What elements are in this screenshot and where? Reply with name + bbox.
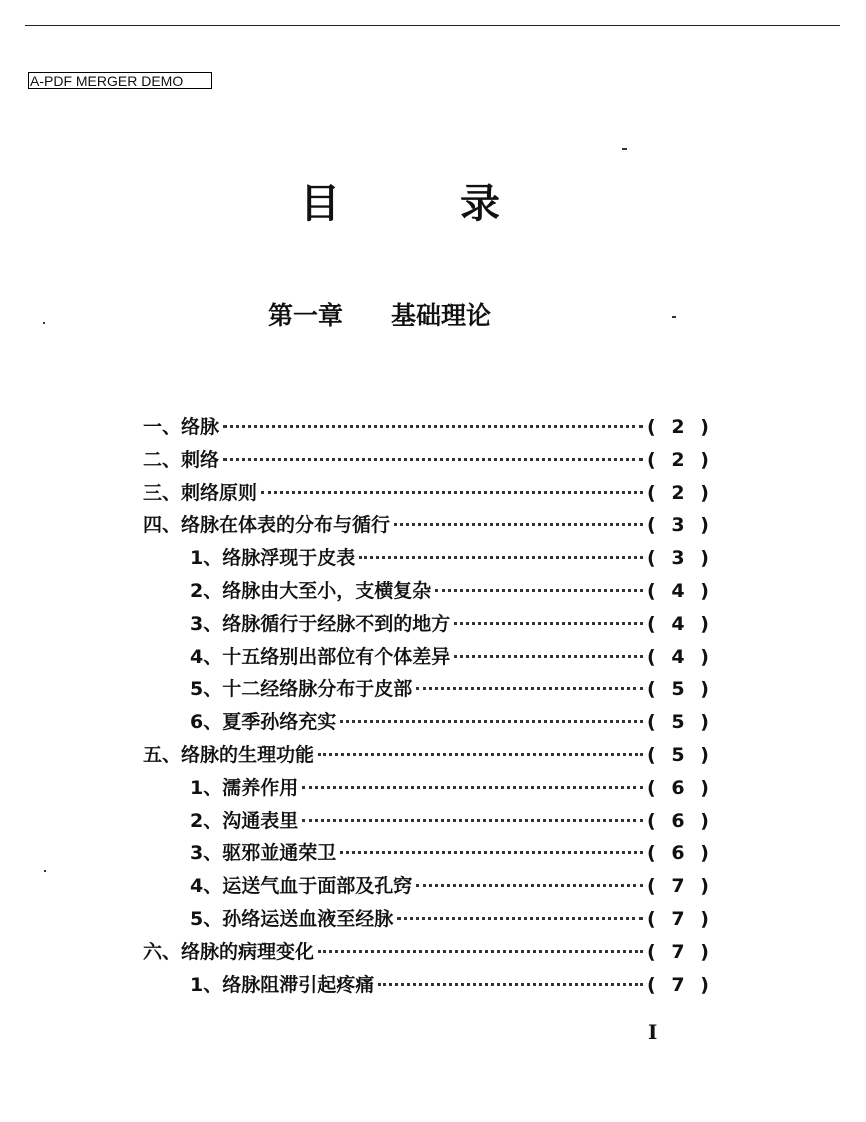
toc-entry-title: 1、络脉浮现于皮表 [190, 547, 356, 570]
toc-entry-title: 4、运送气血于面部及孔窍 [190, 875, 413, 898]
toc-entry-page: ( 2 ) [647, 448, 709, 471]
toc-entry-page: ( 3 ) [647, 547, 709, 570]
page-ref: 5 [671, 678, 685, 701]
toc-entry [143, 806, 709, 839]
page-ref: 2 [671, 416, 685, 438]
page-ref: 3 [671, 514, 685, 537]
toc-entry-title: 二、刺络 [143, 448, 220, 471]
toc-entry-page: ( 7 ) [647, 907, 709, 930]
leader-dots [416, 884, 643, 887]
leader-dots [223, 458, 643, 461]
toc-entry-page: ( 3 ) [647, 514, 709, 537]
toc-entry-title: 三、刺络原则 [143, 481, 258, 504]
scan-speck [672, 316, 676, 318]
leader-dots [454, 622, 643, 625]
page-ref: 6 [671, 842, 685, 865]
toc-entry-title: 1、濡养作用 [190, 776, 299, 799]
toc-entry [143, 412, 709, 445]
toc-entry-page: ( 5 ) [647, 678, 709, 701]
leader-dots [340, 720, 643, 723]
page-ref: 7 [671, 907, 685, 930]
leader-dots [302, 819, 643, 822]
leader-dots [261, 491, 643, 494]
toc-entry-title: 5、孙络运送血液至经脉 [190, 907, 394, 930]
page-ref: 2 [671, 481, 685, 504]
leader-dots [223, 425, 643, 428]
toc-entry [143, 871, 709, 904]
leader-dots [318, 753, 643, 756]
toc-entry-page: ( 7 ) [647, 875, 709, 898]
toc-entry-page: ( 2 ) [647, 481, 709, 504]
leader-dots [359, 556, 643, 559]
leader-dots [416, 687, 643, 690]
toc-entry [143, 543, 709, 576]
toc-entry [143, 937, 709, 970]
leader-dots [340, 851, 643, 854]
header-rule [25, 25, 840, 26]
page-ref: 7 [671, 973, 685, 996]
watermark-label: A-PDF MERGER DEMO [28, 72, 212, 89]
leader-dots [302, 786, 643, 789]
toc-entry-title: 3、络脉循行于经脉不到的地方 [190, 612, 451, 635]
page-ref: 3 [671, 547, 685, 570]
toc-entry-page: ( 2 ) [647, 416, 709, 438]
page-ref: 7 [671, 940, 685, 963]
toc-entry-title: 2、络脉由大至小，支横复杂 [190, 579, 432, 602]
toc-entry-page: ( 4 ) [647, 612, 709, 635]
page-ref: 6 [671, 776, 685, 799]
toc-entry [143, 838, 709, 871]
page-ref: 2 [671, 448, 685, 471]
toc-entry [143, 904, 709, 937]
page-title [300, 172, 500, 229]
toc-entry [143, 576, 709, 609]
toc-entry-page: ( 7 ) [647, 973, 709, 996]
leader-dots [318, 950, 643, 953]
leader-dots [394, 523, 643, 526]
toc-entry [143, 510, 709, 543]
toc-entry-page: ( 4 ) [647, 645, 709, 668]
page-ref: 4 [671, 645, 685, 668]
toc-entry-title: 5、十二经络脉分布于皮部 [190, 678, 413, 701]
toc-entry [143, 740, 709, 773]
toc-entry [143, 970, 709, 1003]
page-ref: 4 [671, 579, 685, 602]
chapter-heading [268, 296, 491, 332]
toc-entry [143, 609, 709, 642]
scan-speck [622, 148, 627, 150]
title-char: 目 [300, 181, 340, 227]
toc-entry-page: ( 6 ) [647, 776, 709, 799]
table-of-contents [143, 412, 709, 1002]
toc-entry [143, 707, 709, 740]
toc-entry-page: ( 7 ) [647, 940, 709, 963]
toc-entry [143, 642, 709, 675]
page-ref: 5 [671, 711, 685, 734]
toc-entry-title: 四、络脉在体表的分布与循行 [143, 514, 391, 537]
toc-entry-page: ( 6 ) [647, 842, 709, 865]
toc-entry-page: ( 5 ) [647, 711, 709, 734]
page-ref: 4 [671, 612, 685, 635]
page-number: I [648, 1020, 658, 1044]
toc-entry [143, 478, 709, 511]
toc-entry-title: 3、驱邪並通荣卫 [190, 842, 337, 865]
toc-entry-title: 2、沟通表里 [190, 809, 299, 832]
leader-dots [454, 655, 643, 658]
scan-speck [44, 870, 46, 872]
page-ref: 6 [671, 809, 685, 832]
toc-entry [143, 773, 709, 806]
toc-entry-title: 6、夏季孙络充实 [190, 711, 337, 734]
toc-entry-page: ( 6 ) [647, 809, 709, 832]
toc-entry-page: ( 5 ) [647, 743, 709, 766]
chapter-number: 第一章 [268, 301, 344, 330]
leader-dots [378, 983, 643, 986]
leader-dots [435, 589, 643, 592]
toc-entry-title: 五、络脉的生理功能 [143, 743, 315, 766]
toc-entry-page: ( 4 ) [647, 579, 709, 602]
toc-entry-title: 六、络脉的病理变化 [143, 940, 315, 963]
chapter-name: 基础理论 [391, 301, 492, 330]
toc-entry-title: 1、络脉阻滞引起疼痛 [190, 973, 375, 996]
toc-entry [143, 674, 709, 707]
page-ref: 5 [671, 743, 685, 766]
toc-entry-title: 一、络脉 [143, 416, 220, 438]
title-char: 录 [460, 181, 500, 227]
toc-entry [143, 445, 709, 478]
toc-entry-title: 4、十五络别出部位有个体差异 [190, 645, 451, 668]
scan-speck [43, 322, 45, 324]
leader-dots [397, 917, 643, 920]
page-ref: 7 [671, 875, 685, 898]
